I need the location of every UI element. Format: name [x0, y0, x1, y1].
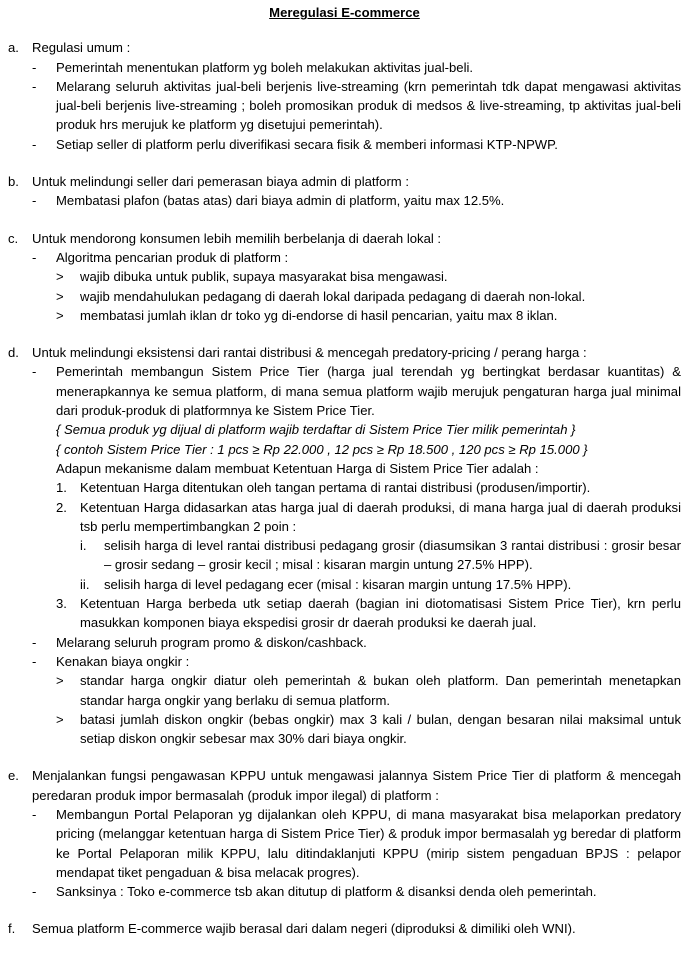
item-text: Melarang seluruh aktivitas jual-beli berjenis live-streaming (krn pemerintah tdk dapat mengawasi aktivitas jual-beli berjenis live-streaming ; boleh promosikan produk di medsos & live-streaming, tp aktivitas jual-beli produk hrs merujuk ke platform yg disetujui pemerintah). [56, 78, 681, 133]
item-text: wajib mendahulukan pedagang di daerah lokal daripada pedagang di daerah non-lokal. [80, 288, 586, 304]
sub-list-item [8, 306, 681, 325]
number-marker: 1. [56, 480, 67, 496]
dash-marker: - [32, 884, 37, 900]
arrow-marker: > [56, 307, 64, 323]
list-item [8, 805, 681, 882]
numbered-item [8, 478, 681, 497]
section-marker: f. [8, 921, 16, 937]
list-item [8, 191, 681, 210]
dash-marker: - [32, 78, 37, 94]
list-item [8, 248, 681, 267]
item-text: batasi jumlah diskon ongkir (bebas ongkir) max 3 kali / bulan, dengan besaran nilai maksimal untuk setiap diskon ongkir sebesar max 30% dari biaya ongkir. [80, 711, 681, 747]
heading-text: Semua platform E-commerce wajib berasal dari dalam negeri (diproduksi & dimiliki oleh WNI). [32, 921, 576, 937]
number-marker: 3. [56, 596, 67, 612]
page-title: Meregulasi E-commerce [269, 5, 420, 20]
numbered-item [8, 594, 681, 633]
item-text: selisih harga di level rantai distribusi pedagang grosir (diasumsikan 3 rantai distribusi : grosir besar – grosir sedang – grosir kecil ; misal : kisaran margin untung 27.5% HPP). [104, 538, 681, 573]
heading-text: Untuk mendorong konsumen lebih memilih berbelanja di daerah lokal : [32, 230, 442, 246]
sub-list-item [8, 710, 681, 749]
section-heading [8, 38, 681, 57]
sub-list-item [8, 267, 681, 286]
section-marker: a. [8, 40, 19, 56]
number-marker: 2. [56, 499, 67, 515]
section-a [8, 38, 681, 154]
mechanism-intro: Adapun mekanisme dalam membuat Ketentuan Harga di Sistem Price Tier adalah : [56, 460, 539, 476]
item-text: Membangun Portal Pelaporan yg dijalankan oleh KPPU, di mana masyarakat bisa melaporkan predatory pricing (melanggar ketentuan harga di Sistem Price Tier) & produk impor bermasalah yg beredar di platform ke Portal Pelaporan milik KPPU, lalu ditindaklanjuti KPPU (mirip sistem pengaduan BPJS : pelapor mendapat tiket pengaduan & bisa melacak progres). [56, 806, 681, 880]
dash-marker: - [32, 249, 37, 265]
roman-marker: ii. [80, 576, 90, 592]
roman-item [8, 575, 681, 594]
heading-text: Regulasi umum : [32, 40, 131, 56]
roman-marker: i. [80, 538, 87, 554]
price-tier-note: { Semua produk yg dijual di platform wajib terdaftar di Sistem Price Tier milik pemerintah } [56, 422, 576, 438]
dash-marker: - [32, 806, 37, 822]
item-text: Ketentuan Harga berbeda utk setiap daerah (bagian ini diotomatisasi Sistem Price Tier), krn perlu masukkan komponen biaya ekspedisi grosir dr daerah produksi ke daerah jual. [80, 596, 681, 631]
heading-text: Menjalankan fungsi pengawasan KPPU untuk mengawasi jalannya Sistem Price Tier di platform & mencegah peredaran produk impor bermasalah (produk impor ilegal) di platform : [32, 768, 681, 803]
item-text: Sanksinya : Toko e-commerce tsb akan ditutup di platform & disanksi denda oleh pemerintah. [56, 884, 597, 900]
arrow-marker: > [56, 269, 64, 285]
section-heading [8, 766, 681, 805]
item-text: selisih harga di level pedagang ecer (misal : kisaran margin untung 17.5% HPP). [104, 576, 572, 592]
roman-item [8, 536, 681, 575]
section-c [8, 229, 681, 325]
item-text: wajib dibuka untuk publik, supaya masyarakat bisa mengawasi. [80, 269, 448, 285]
item-text: Membatasi plafon (batas atas) dari biaya admin di platform, yaitu max 12.5%. [56, 193, 505, 209]
section-d [8, 343, 681, 748]
item-text: Setiap seller di platform perlu diverifikasi secara fisik & memberi informasi KTP-NPWP. [56, 136, 558, 152]
heading-text: Untuk melindungi seller dari pemerasan biaya admin di platform : [32, 174, 409, 190]
section-f [8, 919, 681, 938]
dash-marker: - [32, 364, 37, 380]
item-text: Kenakan biaya ongkir : [56, 653, 190, 669]
list-item [8, 362, 681, 420]
section-marker: e. [8, 768, 19, 784]
sub-list-item [8, 671, 681, 710]
list-item [8, 58, 681, 77]
section-marker: d. [8, 345, 19, 361]
item-text: membatasi jumlah iklan dr toko yg di-endorse di hasil pencarian, yaitu max 8 iklan. [80, 307, 558, 323]
item-text: Ketentuan Harga didasarkan atas harga jual di daerah produksi, di mana harga jual di daerah produksi tsb perlu mempertimbangkan 2 poin : [80, 499, 681, 534]
list-item [8, 652, 681, 671]
section-heading [8, 343, 681, 362]
heading-text: Untuk melindungi eksistensi dari rantai distribusi & mencegah predatory-pricing / perang harga : [32, 345, 587, 361]
item-text: Pemerintah menentukan platform yg boleh melakukan aktivitas jual-beli. [56, 59, 474, 75]
arrow-marker: > [56, 711, 64, 727]
section-marker: c. [8, 230, 19, 246]
list-item [8, 882, 681, 901]
dash-marker: - [32, 634, 37, 650]
section-heading [8, 229, 681, 248]
list-item [8, 135, 681, 154]
section-heading [8, 172, 681, 191]
dash-marker: - [32, 653, 37, 669]
section-b [8, 172, 681, 211]
numbered-item [8, 498, 681, 537]
section-heading [8, 919, 681, 938]
item-text: Melarang seluruh program promo & diskon/cashback. [56, 634, 367, 650]
item-text: Algoritma pencarian produk di platform : [56, 249, 289, 265]
dash-marker: - [32, 59, 37, 75]
list-item [8, 633, 681, 652]
price-tier-example: { contoh Sistem Price Tier : 1 pcs ≥ Rp 22.000 , 12 pcs ≥ Rp 18.500 , 120 pcs ≥ Rp 15.000 } [56, 441, 588, 457]
section-marker: b. [8, 174, 19, 190]
item-text: standar harga ongkir diatur oleh pemerintah & bukan oleh platform. Dan pemerintah menetapkan standar harga ongkir yang berlaku di semua platform. [80, 673, 681, 708]
dash-marker: - [32, 136, 37, 152]
section-e [8, 766, 681, 901]
list-item [8, 77, 681, 135]
dash-marker: - [32, 193, 37, 209]
arrow-marker: > [56, 288, 64, 304]
item-text: Ketentuan Harga ditentukan oleh tangan pertama di rantai distribusi (produsen/importir). [80, 480, 591, 496]
item-text: Pemerintah membangun Sistem Price Tier (harga jual terendah yg bertingkat berdasar kuantitas) & menerapkannya ke semua platform, di mana semua platform wajib merujuk pengaturan harga jual minimal dari produk-produk di platformnya ke Sistem Price Tier. [56, 364, 681, 419]
arrow-marker: > [56, 673, 64, 689]
sub-list-item [8, 287, 681, 306]
